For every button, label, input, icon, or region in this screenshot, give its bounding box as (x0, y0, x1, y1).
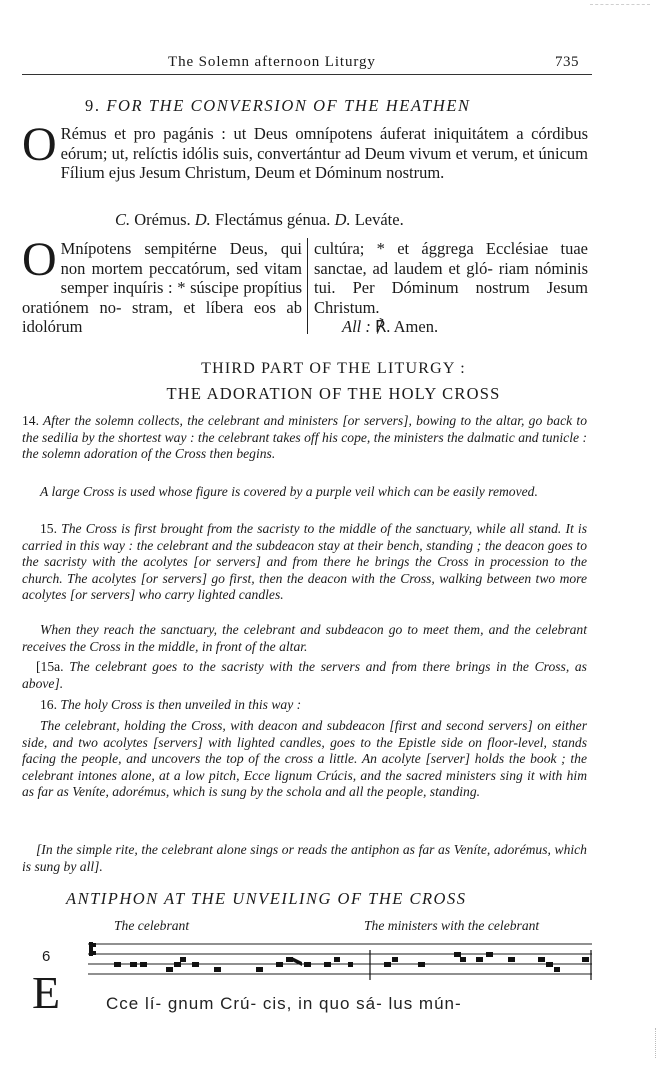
rubric-14 (22, 413, 587, 463)
oremus-d2: D. (334, 210, 351, 229)
scan-edge-mark (590, 4, 650, 5)
neume (324, 962, 331, 967)
prayer-number: 9. (85, 96, 101, 115)
oremus-d1: D. (194, 210, 211, 229)
collect-left-column (22, 233, 303, 337)
rubric-line: between two more acolytes [or servers] who carry lighted candles. (22, 570, 588, 603)
flectamus-text: Flectámus génua. (214, 210, 331, 229)
neume (418, 962, 425, 967)
chant-initial: E (32, 967, 61, 1018)
neume (334, 957, 340, 962)
rubric-14b (22, 484, 587, 501)
rubric-15 (22, 521, 587, 604)
rubric-line: second servers] on either side, and two acolytes [servers] with lighted candles, (22, 718, 588, 750)
collect-drop-cap: O (22, 233, 57, 286)
rubric-line: The celebrant, holding the Cross, with deacon and subdeacon [first and (40, 718, 446, 733)
rubric-line: When they reach the sanctuary, the celebrant and subdeacon go to meet (40, 622, 454, 637)
rubric-line: them, and the celebrant receives the Cross in the middle, in front of the altar. (22, 622, 587, 654)
oremus-text: Orémus. (134, 210, 191, 229)
rubric-number: [15a. (36, 659, 64, 674)
neume (130, 962, 137, 967)
neume (348, 962, 353, 967)
rubric-line: while all stand. It is carried in this way : the celebrant and the subdeacon (22, 521, 587, 553)
rubric-line: his cope, the ministers the dalmatic and tunicle : the solemn adoration of the (22, 429, 587, 462)
oremus-line (115, 210, 404, 230)
neume (180, 957, 186, 962)
collect-right-column (314, 239, 588, 337)
prayer-title: FOR THE CONVERSION OF THE HEATHEN (106, 96, 471, 115)
collect-line: Mnípotens sempitérne Deus, (60, 239, 281, 258)
chant-lyrics: Cce lí- gnum Crú- cis, in quo sá- lus mún- (106, 994, 462, 1013)
bidding-line: Rémus et pro pagánis : ut Deus omnípotens áuferat iniquitátem (60, 124, 517, 143)
neume (508, 957, 515, 962)
rubric-number: 16. (40, 697, 57, 712)
neume (192, 962, 199, 967)
chant-label-celebrant: The celebrant (114, 918, 190, 933)
chant-label-ministers: The ministers with the celebrant (364, 918, 540, 933)
rubric-line: intones alone, at a low pitch, Ecce lignum Crúcis, and the sacred ministers (77, 767, 501, 783)
neume (256, 967, 263, 972)
part-heading-line1: THIRD PART OF THE LITURGY : (201, 360, 466, 377)
all-label: All : (342, 317, 371, 337)
rubric-line: brings in the Cross, as above]. (22, 659, 587, 691)
levate-text: Leváte. (354, 210, 404, 229)
neumes (114, 952, 589, 972)
rubric-15a (22, 659, 587, 692)
neume (582, 957, 589, 962)
rubric-line: After the solemn collects, the celebrant and ministers [or servers], bowing (43, 413, 461, 428)
neume (476, 957, 483, 962)
neume (174, 962, 181, 967)
bidding-line: Deum et Dóminum nostrum. (254, 163, 445, 182)
prayer-heading (85, 96, 471, 116)
part-heading-line2: THE ADORATION OF THE HOLY CROSS (166, 384, 501, 403)
bidding-prayer (22, 118, 588, 183)
column-divider (307, 238, 308, 334)
chant-mode-number: 6 (42, 948, 51, 965)
bidding-drop-cap: O (22, 118, 57, 171)
rubric-line: sing it with him as far as Veníte, adorémus, which is sung by the schola and (22, 767, 588, 800)
running-title: The Solemn afternoon Liturgy (168, 54, 376, 70)
collect-line: cultúra; * et ággrega Ecclésiae (314, 239, 561, 258)
rubric-number: 15. (40, 521, 57, 536)
neume (392, 957, 398, 962)
rubric-line: A large Cross is used whose figure is covered by a purple veil which can be (40, 484, 454, 499)
rubric-line: The celebrant goes to the sacristy with the servers and from there (69, 659, 456, 674)
neume (460, 957, 466, 962)
neume (546, 962, 553, 967)
page-header (0, 54, 667, 74)
amen-text: ℟. Amen. (375, 317, 439, 337)
antiphon-heading: ANTIPHON AT THE UNVEILING OF THE CROSS (66, 889, 467, 908)
do-clef (93, 951, 96, 955)
neume (140, 962, 147, 967)
rubric-line: Veníte, adorémus, which is sung by all]. (22, 842, 587, 874)
neume (486, 952, 493, 957)
neume (304, 962, 311, 967)
rubric-line: easily removed. (453, 484, 538, 499)
neume (538, 957, 545, 962)
rubric-line: to the altar, go back to the sedilia by the shortest way : the celebrant takes off (22, 413, 587, 445)
neume (166, 967, 173, 972)
rubric-number: 14. (22, 413, 39, 428)
rubric-line: [In the simple rite, the celebrant alone sings or reads the antiphon as far as (36, 842, 454, 857)
rubric-15b (22, 622, 587, 655)
scan-edge-mark (655, 1028, 657, 1058)
rubric-16b (22, 718, 587, 801)
collect-line: súscipe propítius oratiónem no- (22, 278, 302, 317)
collect-line: qui non mortem peccatórum, (60, 239, 302, 278)
neume (454, 952, 461, 957)
rubric-line: the top of the cross a little. An acolyte [server] holds the book ; the celebrant (22, 751, 587, 783)
rubric-line: all the people, standing. (349, 784, 481, 800)
do-clef (89, 942, 93, 956)
rubric-16c (22, 842, 587, 875)
rubric-line: goes to the Epistle side on floor-level, stands facing the people, and uncovers (22, 734, 587, 767)
rubric-line: Cross then begins. (174, 446, 276, 462)
rubric-line: The acolytes [or servers] go first, then the deacon with the Cross, walking (67, 570, 487, 586)
rubric-16 (22, 697, 587, 714)
collect-line: stram, et líbera eos ab idolórum (22, 297, 302, 337)
oremus-c: C. (115, 210, 131, 229)
bidding-line: Deum vivum et verum, et únicum Fílium ejus Jesum Christum, (60, 143, 588, 182)
collect-line: riam nóminis tui. Per Dóminum (314, 258, 588, 298)
neume (292, 957, 302, 966)
neume (554, 967, 560, 972)
chant-staff (88, 938, 592, 986)
page-number: 735 (555, 54, 579, 70)
neume (286, 957, 293, 962)
collect-line: nostrum Jesum Christum. (314, 278, 588, 317)
collect-line: tuae sanctae, ad laudem et gló- (314, 239, 588, 278)
bidding-line: a córdibus eórum; ut, relíctis idólis suis, convertántur ad (60, 124, 588, 163)
neume (114, 962, 121, 967)
neume (276, 962, 283, 967)
neume (214, 967, 221, 972)
rubric-line: stay at their bench, standing ; the deacon goes to the sacristy with the acolytes (22, 537, 587, 570)
neume (384, 962, 391, 967)
rubric-line: The holy Cross is then unveiled in this way : (60, 697, 302, 712)
amen-response (314, 317, 588, 337)
rubric-line: [or servers] and from there he brings the Cross in procession to the church. (22, 554, 587, 586)
rubric-line: The Cross is first brought from the sacristy to the middle of the sanctuary, (61, 521, 477, 536)
header-rule (22, 74, 592, 75)
do-clef (93, 943, 96, 947)
collect-line: sed vitam semper inquíris : * (60, 258, 303, 298)
